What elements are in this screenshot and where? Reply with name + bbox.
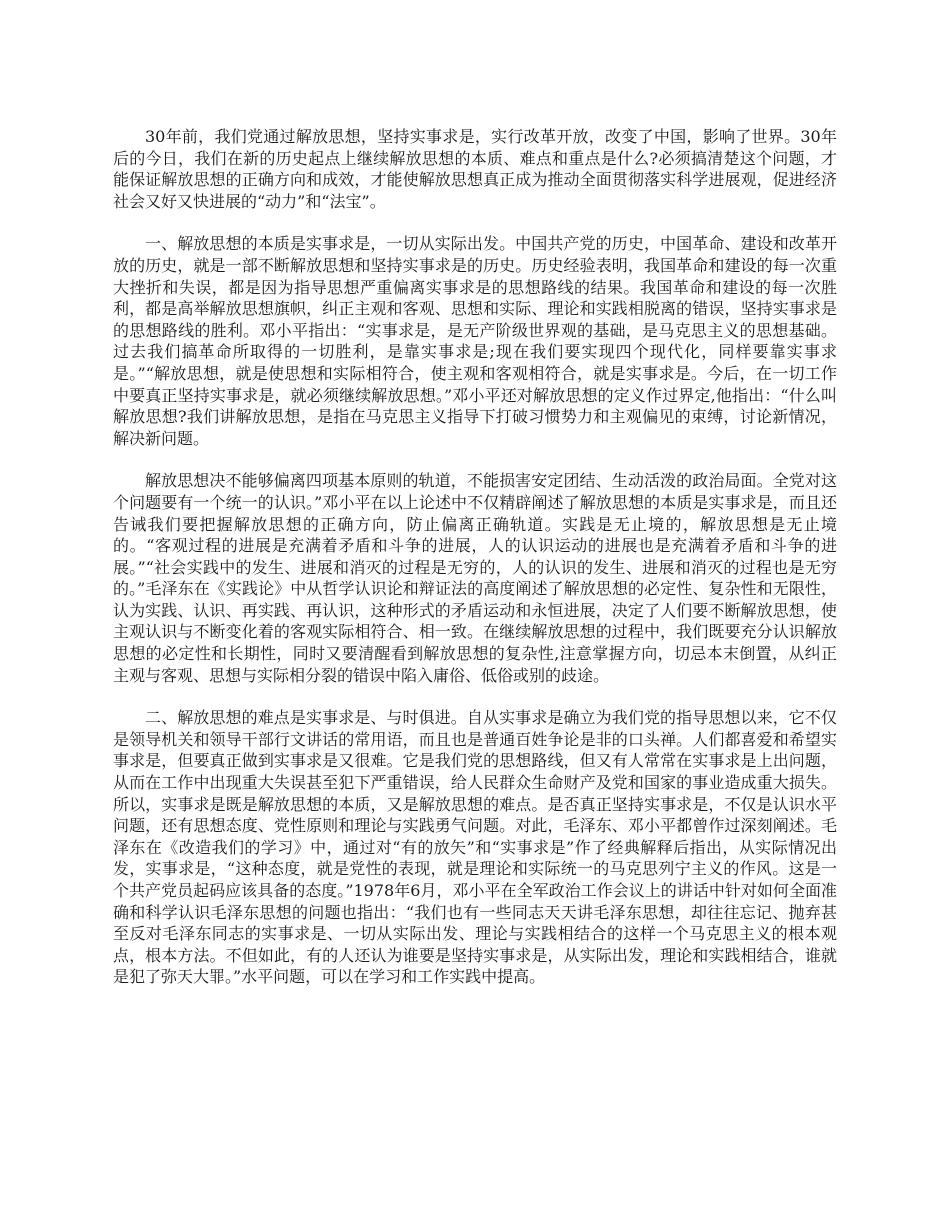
paragraph-intro: 30年前，我们党通过解放思想，坚持实事求是，实行改革开放，改变了中国，影响了世界。30年后的今日，我们在新的历史起点上继续解放思想的本质、难点和重点是什么?必须搞清楚这个问题，才能保证解放思想的正确方向和成效，才能使解放思想真正成为推动全面贯彻落实科学进展观，促进经济社会又好又快进展的“动力”和“法宝”。 xyxy=(113,127,837,211)
paragraph-section-two: 二、解放思想的难点是实事求是、与时俱进。自从实事求是确立为我们党的指导思想以来，它不仅是领导机关和领导干部行文讲话的常用语，而且也是普通百姓争论是非的口头禅。人们都喜爱和希望实事求是，但要真正做到实事求是又很难。它是我们党的思想路线，但又有人常常在实事求是上出问题，从而在工作中出现重大失误甚至犯下严重错误，给人民群众生命财产及党和国家的事业造成重大损失。所以，实事求是既是解放思想的本质，又是解放思想的难点。是否真正坚持实事求是，不仅是认识水平问题，还有思想态度、党性原则和理论与实践勇气问题。对此，毛泽东、邓小平都曾作过深刻阐述。毛泽东在《改造我们的学习》中，通过对“有的放矢”和“实事求是”作了经典解释后指出，从实际情况出发，实事求是，“这种态度，就是党性的表现，就是理论和实际统一的马克思列宁主义的作风。这是一个共产党员起码应该具备的态度。”1978年6月，邓小平在全军政治工作会议上的讲话中针对如何全面准确和科学认识毛泽东思想的问题也指出：“我们也有一些同志天天讲毛泽东思想，却往往忘记、抛弃甚至反对毛泽东同志的实事求是、一切从实际出发、理论与实践相结合的这样一个马克思主义的根本观点，根本方法。不但如此，有的人还认为谁要是坚持实事求是，从实际出发，理论和实践相结合，谁就是犯了弥天大罪。”水平问题，可以在学习和工作实践中提高。 xyxy=(113,708,837,987)
document-body xyxy=(113,126,837,1009)
paragraph-section-one-continued: 解放思想决不能够偏离四项基本原则的轨道，不能损害安定团结、生动活泼的政治局面。全党对这个问题要有一个统一的认识。”邓小平在以上论述中不仅精辟阐述了解放思想的本质是实事求是，而且还告诫我们要把握解放思想的正确方向，防止偏离正确轨道。实践是无止境的，解放思想是无止境的。“客观过程的进展是充满着矛盾和斗争的进展，人的认识运动的进展也是充满着矛盾和斗争的进展。”“社会实践中的发生、进展和消灭的过程是无穷的，人的认识的发生、进展和消灭的过程也是无穷的。”毛泽东在《实践论》中从哲学认识论和辩证法的高度阐述了解放思想的必定性、复杂性和无限性，认为实践、认识、再实践、再认识，这种形式的矛盾运动和永恒进展，决定了人们要不断解放思想，使主观认识与不断变化着的客观实际相符合、相一致。在继续解放思想的过程中，我们既要充分认识解放思想的必定性和长期性，同时又要清醒看到解放思想的复杂性,注意掌握方向，切忌本末倒置，从纠正主观与客观、思想与实际相分裂的错误中陷入庸俗、低俗或别的歧途。 xyxy=(113,471,837,685)
paragraph-section-one: 一、解放思想的本质是实事求是，一切从实际出发。中国共产党的历史，中国革命、建设和改革开放的历史，就是一部不断解放思想和坚持实事求是的历史。历史经验表明，我国革命和建设的每一次重大挫折和失误，都是因为指导思想严重偏离实事求是的思想路线的结果。我国革命和建设的每一次胜利，都是高举解放思想旗帜，纠正主观和客观、思想和实际、理论和实践相脱离的错误，坚持实事求是的思想路线的胜利。邓小平指出：“实事求是，是无产阶级世界观的基础，是马克思主义的思想基础。过去我们搞革命所取得的一切胜利，是靠实事求是;现在我们要实现四个现代化，同样要靠实事求是。”“解放思想，就是使思想和实际相符合，使主观和客观相符合，就是实事求是。今后，在一切工作中要真正坚持实事求是，就必须继续解放思想。”邓小平还对解放思想的定义作过界定,他指出：“什么叫解放思想?我们讲解放思想，是指在马克思主义指导下打破习惯势力和主观偏见的束缚，讨论新情况，解决新问题。 xyxy=(113,234,837,448)
